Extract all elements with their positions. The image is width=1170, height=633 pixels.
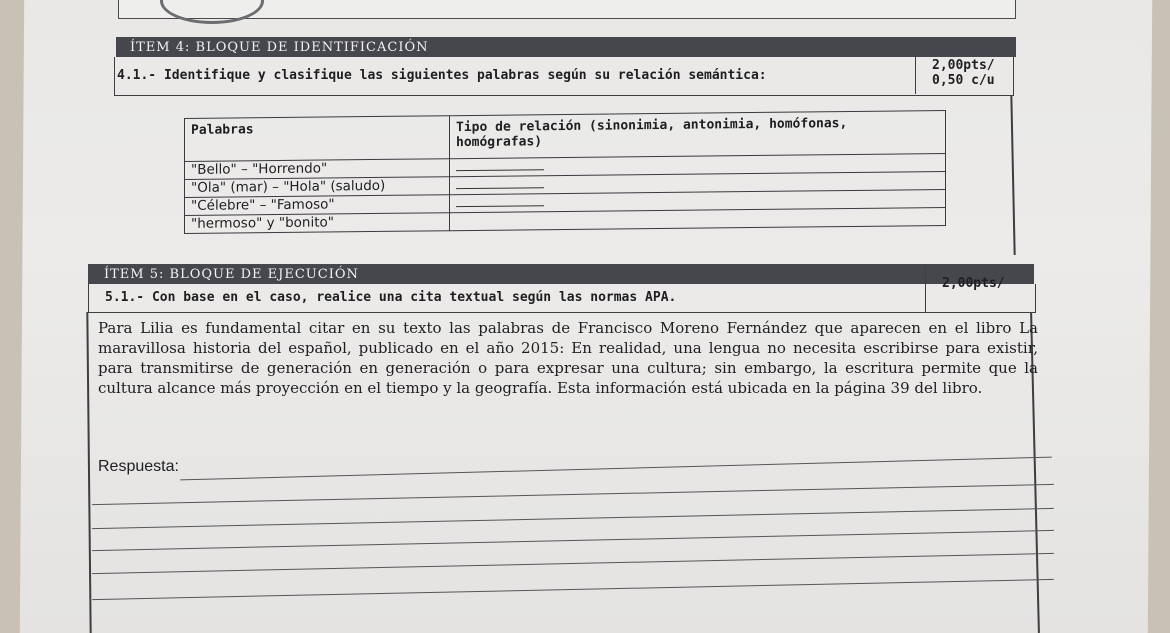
item4-points-box [915,56,1013,94]
word-pair: "hermoso" y "bonito" [185,213,450,234]
item4-header-band [116,37,1016,57]
col-words-header: Palabras [185,116,450,162]
item5-points: 2,00pts/ [942,276,1005,291]
words-table [184,110,946,234]
item5-question: 5.1.- Con base en el caso, realice una cita textual según las normas APA. [105,290,677,305]
item4-points-total: 2,00pts/ [932,58,995,73]
item5-header: ÍTEM 5: BLOQUE DE EJECUCIÓN [104,267,359,282]
item5-header-band [88,264,1034,284]
item5-points-box [925,266,1036,312]
item4-question: 4.1.- Identifique y clasifique las siguientes palabras según su relación semántica: [117,68,767,83]
answer-label: Respuesta: [98,458,179,475]
case-text: Para Lilia es fundamental citar en su texto las palabras de Francisco Moreno Fernández que aparecen en el libro La maravillosa historia del español, publicado en el año 2015: En realidad, una lengua no necesita escribirse para existir, para transmitirse de generación en generación o para expresar una cultura; sin embargo, la escritura permite que la cultura alcance más proyección en el tiempo y la geografía. Esta información está ubicada en la página 39 del libro. [98,319,1038,397]
word-pair: "Bello" – "Horrendo" [185,159,450,180]
word-pair: "Ola" (mar) – "Hola" (saludo) [185,177,450,198]
item4-points-each: 0,50 c/u [932,73,995,88]
item4-question-row [114,57,1014,96]
item4-header: ÍTEM 4: BLOQUE DE IDENTIFICACIÓN [130,40,429,55]
item5-question-row [88,276,1036,313]
col-relation-header: Tipo de relación (sinonimia, antonimia, homófonas, homógrafas) [450,111,946,159]
word-pair: "Célebre" – "Famoso" [185,195,450,216]
